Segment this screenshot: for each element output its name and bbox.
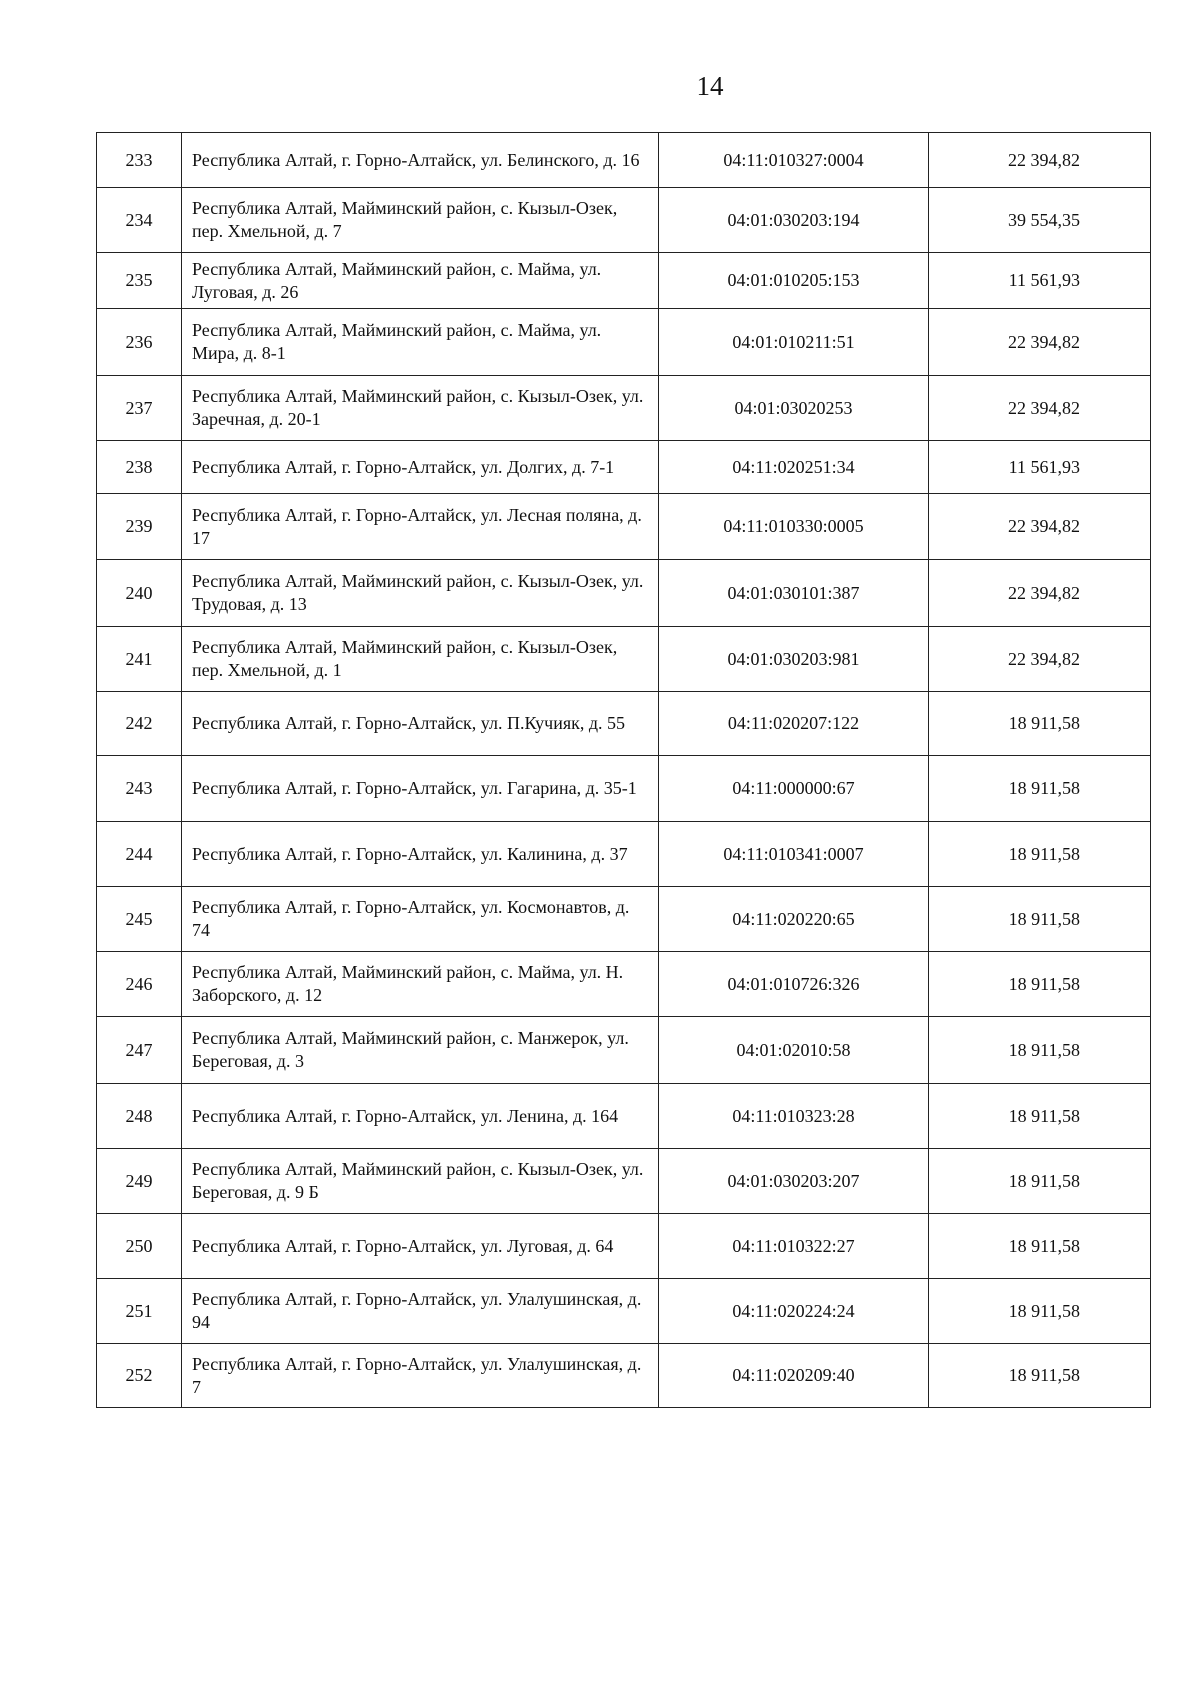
table-row bbox=[97, 887, 1151, 952]
row-cadastral-number: 04:01:030203:207 bbox=[659, 1149, 929, 1214]
row-cadastral-number: 04:11:010327:0004 bbox=[659, 133, 929, 188]
row-value: 11 561,93 bbox=[929, 441, 1151, 494]
row-value: 18 911,58 bbox=[929, 952, 1151, 1017]
row-value: 22 394,82 bbox=[929, 376, 1151, 441]
row-address: Республика Алтай, Майминский район, с. Кызыл-Озек, пер. Хмельной, д. 7 bbox=[182, 188, 659, 253]
row-address: Республика Алтай, г. Горно-Алтайск, ул. Космонавтов, д. 74 bbox=[182, 887, 659, 952]
row-cadastral-number: 04:11:010341:0007 bbox=[659, 822, 929, 887]
row-value: 22 394,82 bbox=[929, 133, 1151, 188]
row-number: 249 bbox=[97, 1149, 182, 1214]
table-row bbox=[97, 1344, 1151, 1408]
row-number: 250 bbox=[97, 1214, 182, 1279]
row-cadastral-number: 04:01:010205:153 bbox=[659, 253, 929, 309]
row-number: 235 bbox=[97, 253, 182, 309]
table-row bbox=[97, 692, 1151, 756]
row-number: 233 bbox=[97, 133, 182, 188]
row-number: 246 bbox=[97, 952, 182, 1017]
table-row bbox=[97, 133, 1151, 188]
table-row bbox=[97, 1149, 1151, 1214]
row-number: 242 bbox=[97, 692, 182, 756]
row-cadastral-number: 04:01:030203:981 bbox=[659, 627, 929, 692]
row-address: Республика Алтай, Майминский район, с. Майма, ул. Мира, д. 8-1 bbox=[182, 309, 659, 376]
row-value: 18 911,58 bbox=[929, 1344, 1151, 1408]
row-value: 18 911,58 bbox=[929, 756, 1151, 822]
row-address: Республика Алтай, г. Горно-Алтайск, ул. Ленина, д. 164 bbox=[182, 1084, 659, 1149]
row-number: 236 bbox=[97, 309, 182, 376]
row-number: 251 bbox=[97, 1279, 182, 1344]
row-value: 39 554,35 bbox=[929, 188, 1151, 253]
table-row bbox=[97, 1214, 1151, 1279]
row-cadastral-number: 04:01:010211:51 bbox=[659, 309, 929, 376]
row-address: Республика Алтай, г. Горно-Алтайск, ул. Лесная поляна, д. 17 bbox=[182, 494, 659, 560]
row-cadastral-number: 04:11:020220:65 bbox=[659, 887, 929, 952]
row-address: Республика Алтай, Майминский район, с. Кызыл-Озек, ул. Трудовая, д. 13 bbox=[182, 560, 659, 627]
row-number: 243 bbox=[97, 756, 182, 822]
row-cadastral-number: 04:01:03020253 bbox=[659, 376, 929, 441]
row-number: 239 bbox=[97, 494, 182, 560]
row-cadastral-number: 04:01:010726:326 bbox=[659, 952, 929, 1017]
row-value: 18 911,58 bbox=[929, 1214, 1151, 1279]
table-row bbox=[97, 188, 1151, 253]
table-row bbox=[97, 309, 1151, 376]
row-address: Республика Алтай, г. Горно-Алтайск, ул. Луговая, д. 64 bbox=[182, 1214, 659, 1279]
row-cadastral-number: 04:11:020207:122 bbox=[659, 692, 929, 756]
table-row bbox=[97, 756, 1151, 822]
row-number: 245 bbox=[97, 887, 182, 952]
row-value: 18 911,58 bbox=[929, 1084, 1151, 1149]
row-cadastral-number: 04:11:000000:67 bbox=[659, 756, 929, 822]
row-value: 11 561,93 bbox=[929, 253, 1151, 309]
table-row bbox=[97, 1279, 1151, 1344]
table-row bbox=[97, 253, 1151, 309]
row-cadastral-number: 04:11:010322:27 bbox=[659, 1214, 929, 1279]
table-body bbox=[97, 133, 1151, 1408]
row-number: 240 bbox=[97, 560, 182, 627]
row-address: Республика Алтай, г. Горно-Алтайск, ул. П.Кучияк, д. 55 bbox=[182, 692, 659, 756]
row-number: 248 bbox=[97, 1084, 182, 1149]
row-number: 241 bbox=[97, 627, 182, 692]
row-value: 22 394,82 bbox=[929, 494, 1151, 560]
row-address: Республика Алтай, Майминский район, с. Кызыл-Озек, ул. Береговая, д. 9 Б bbox=[182, 1149, 659, 1214]
table-row bbox=[97, 376, 1151, 441]
row-cadastral-number: 04:11:020251:34 bbox=[659, 441, 929, 494]
page-number: 14 bbox=[696, 71, 724, 101]
row-address: Республика Алтай, Майминский район, с. Майма, ул. Луговая, д. 26 bbox=[182, 253, 659, 309]
table-row bbox=[97, 494, 1151, 560]
table-row bbox=[97, 560, 1151, 627]
row-address: Республика Алтай, г. Горно-Алтайск, ул. Долгих, д. 7-1 bbox=[182, 441, 659, 494]
row-cadastral-number: 04:01:02010:58 bbox=[659, 1017, 929, 1084]
table-row bbox=[97, 441, 1151, 494]
row-value: 18 911,58 bbox=[929, 1017, 1151, 1084]
table-row bbox=[97, 822, 1151, 887]
row-cadastral-number: 04:11:010323:28 bbox=[659, 1084, 929, 1149]
row-address: Республика Алтай, г. Горно-Алтайск, ул. Белинского, д. 16 bbox=[182, 133, 659, 188]
row-cadastral-number: 04:11:020209:40 bbox=[659, 1344, 929, 1408]
row-value: 22 394,82 bbox=[929, 627, 1151, 692]
row-cadastral-number: 04:01:030101:387 bbox=[659, 560, 929, 627]
row-number: 238 bbox=[97, 441, 182, 494]
row-address: Республика Алтай, Майминский район, с. Манжерок, ул. Береговая, д. 3 bbox=[182, 1017, 659, 1084]
row-address: Республика Алтай, Майминский район, с. Майма, ул. Н. Заборского, д. 12 bbox=[182, 952, 659, 1017]
row-cadastral-number: 04:11:010330:0005 bbox=[659, 494, 929, 560]
table-row bbox=[97, 1084, 1151, 1149]
row-number: 252 bbox=[97, 1344, 182, 1408]
row-value: 18 911,58 bbox=[929, 692, 1151, 756]
table-row bbox=[97, 627, 1151, 692]
row-address: Республика Алтай, г. Горно-Алтайск, ул. Улалушинская, д. 7 bbox=[182, 1344, 659, 1408]
row-value: 18 911,58 bbox=[929, 822, 1151, 887]
row-number: 234 bbox=[97, 188, 182, 253]
row-address: Республика Алтай, г. Горно-Алтайск, ул. Калинина, д. 37 bbox=[182, 822, 659, 887]
row-number: 244 bbox=[97, 822, 182, 887]
row-number: 247 bbox=[97, 1017, 182, 1084]
row-address: Республика Алтай, г. Горно-Алтайск, ул. Улалушинская, д. 94 bbox=[182, 1279, 659, 1344]
row-value: 22 394,82 bbox=[929, 560, 1151, 627]
row-cadastral-number: 04:01:030203:194 bbox=[659, 188, 929, 253]
row-address: Республика Алтай, Майминский район, с. Кызыл-Озек, ул. Заречная, д. 20-1 bbox=[182, 376, 659, 441]
row-address: Республика Алтай, Майминский район, с. Кызыл-Озек, пер. Хмельной, д. 1 bbox=[182, 627, 659, 692]
row-value: 18 911,58 bbox=[929, 887, 1151, 952]
property-table bbox=[96, 132, 1151, 1408]
row-value: 18 911,58 bbox=[929, 1149, 1151, 1214]
row-value: 18 911,58 bbox=[929, 1279, 1151, 1344]
row-value: 22 394,82 bbox=[929, 309, 1151, 376]
table-row bbox=[97, 1017, 1151, 1084]
row-number: 237 bbox=[97, 376, 182, 441]
row-address: Республика Алтай, г. Горно-Алтайск, ул. Гагарина, д. 35-1 bbox=[182, 756, 659, 822]
row-cadastral-number: 04:11:020224:24 bbox=[659, 1279, 929, 1344]
table-row bbox=[97, 952, 1151, 1017]
